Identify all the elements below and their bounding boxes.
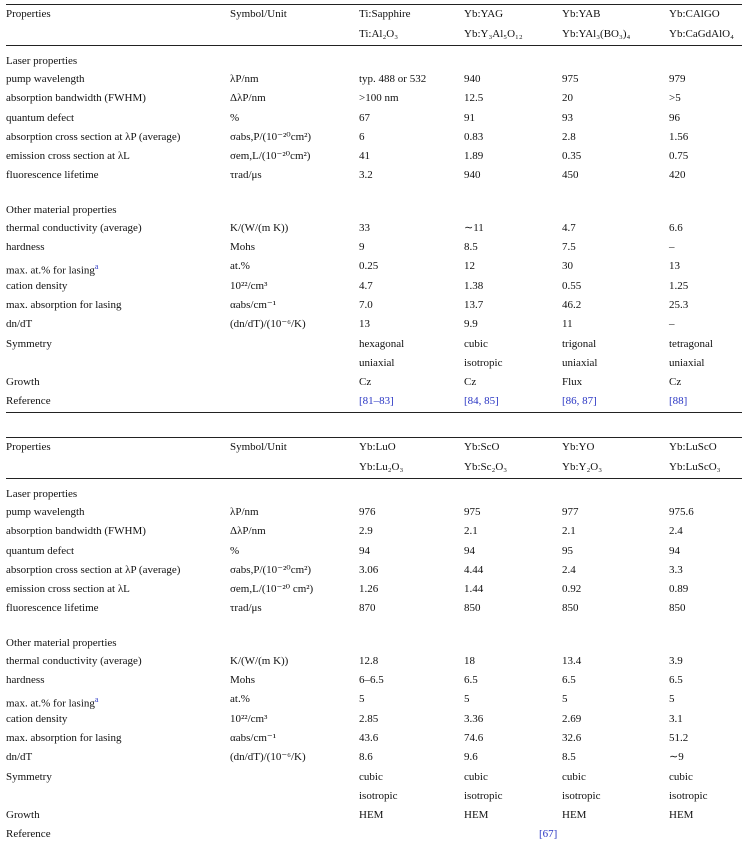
- value-cell: 6.6: [669, 221, 683, 234]
- header-col1: Yb:LuO: [359, 441, 396, 453]
- header-col2: Yb:YAG: [464, 8, 504, 20]
- reference-row: [6, 825, 742, 844]
- value-cell: 975: [562, 73, 579, 85]
- symbol-cell: at.%: [230, 260, 250, 273]
- symbol-cell: 10²²/cm³: [230, 712, 268, 725]
- value-cell: 8.6: [359, 751, 373, 764]
- property-cell: max. absorption for lasing: [6, 298, 122, 311]
- table-body: [6, 503, 742, 619]
- table-row: [6, 690, 742, 709]
- section-heading: [6, 195, 742, 219]
- value-cell: 0.83: [464, 130, 484, 143]
- table-row: [6, 257, 742, 276]
- value-cell: 3.06: [359, 563, 379, 576]
- value-cell: HEM: [562, 809, 587, 822]
- value-cell: Cz: [464, 376, 477, 389]
- header-col3-formula: Yb:Y₂O₃: [562, 461, 603, 473]
- reference-link[interactable]: [88]: [669, 395, 688, 408]
- symbol-cell: at.%: [230, 693, 250, 706]
- property-cell: quantum defect: [6, 111, 75, 124]
- value-cell: 3.3: [669, 563, 683, 576]
- header-col4: Yb:LuScO: [669, 441, 717, 453]
- value-cell: 67: [359, 111, 370, 124]
- section-label: Other material properties: [6, 203, 117, 216]
- header-col4: Yb:CAlGO: [669, 8, 720, 20]
- value-cell: 2.9: [359, 525, 373, 538]
- reference-link[interactable]: [81–83]: [359, 395, 394, 408]
- section-heading: [6, 628, 742, 652]
- value-cell: 6: [359, 130, 365, 143]
- table-row: [6, 219, 742, 238]
- symbol-cell: σabs,P/(10⁻²⁰cm²): [230, 563, 312, 576]
- value-cell: 30: [562, 260, 573, 273]
- value-cell: Flux: [562, 376, 583, 389]
- table-row: [6, 580, 742, 599]
- property-label: max. at.% for lasing: [6, 698, 95, 711]
- value-cell: 850: [464, 602, 481, 615]
- value-cell: 0.25: [359, 260, 379, 273]
- value-cell: tetragonal: [669, 337, 713, 350]
- symbol-cell: λP/nm: [230, 73, 259, 85]
- value-cell: 1.44: [464, 583, 484, 596]
- table-2: [6, 437, 742, 845]
- table-row: [6, 373, 742, 392]
- value-cell: 74.6: [464, 731, 484, 744]
- value-cell: uniaxial: [669, 356, 705, 369]
- value-cell: uniaxial: [359, 356, 395, 369]
- table-row: [6, 729, 742, 748]
- section-heading: [6, 46, 742, 70]
- symbol-cell: 10²²/cm³: [230, 279, 268, 292]
- value-cell: 850: [669, 602, 686, 615]
- value-cell: 13.7: [464, 298, 484, 311]
- value-cell: 976: [359, 506, 376, 518]
- value-cell: 3.1: [669, 712, 683, 725]
- value-cell: uniaxial: [562, 356, 598, 369]
- property-cell: Symmetry: [6, 337, 52, 350]
- reference-label: Reference: [6, 395, 51, 408]
- property-cell: thermal conductivity (average): [6, 221, 142, 234]
- section-heading: [6, 479, 742, 503]
- value-cell: cubic: [464, 770, 488, 783]
- value-cell: HEM: [669, 809, 694, 822]
- value-cell: 12.5: [464, 92, 484, 105]
- property-cell: pump wavelength: [6, 73, 85, 85]
- reference-link[interactable]: [67]: [539, 828, 558, 841]
- value-cell: isotropic: [562, 789, 601, 802]
- property-cell: quantum defect: [6, 544, 75, 557]
- symbol-cell: ΔλP/nm: [230, 92, 266, 105]
- property-cell: absorption bandwidth (FWHM): [6, 92, 146, 105]
- property-cell: cation density: [6, 279, 68, 292]
- header-col4-formula: Yb:CaGdAlO₄: [669, 28, 734, 40]
- value-cell: 33: [359, 221, 370, 234]
- value-cell: 8.5: [464, 241, 478, 254]
- value-cell: 2.69: [562, 712, 582, 725]
- value-cell: 4.44: [464, 563, 484, 576]
- table-row: [6, 542, 742, 561]
- table-row: [6, 354, 742, 373]
- value-cell: 93: [562, 111, 573, 124]
- value-cell: 3.9: [669, 654, 683, 667]
- value-cell: 3.36: [464, 712, 484, 725]
- header-row: [6, 438, 742, 478]
- symbol-cell: K/(W/(m K)): [230, 654, 289, 667]
- value-cell: 94: [464, 544, 475, 557]
- table-row: [6, 768, 742, 787]
- value-cell: 94: [359, 544, 370, 557]
- symbol-cell: (dn/dT)/(10⁻⁶/K): [230, 318, 306, 331]
- header-col3: Yb:YO: [562, 441, 595, 453]
- footnote-marker[interactable]: a: [94, 262, 99, 272]
- value-cell: cubic: [359, 770, 383, 783]
- header-row: [6, 5, 742, 45]
- table-1: [6, 4, 742, 413]
- symbol-cell: τrad/μs: [230, 602, 262, 615]
- value-cell: 5: [359, 693, 365, 706]
- value-cell: 2.1: [464, 525, 478, 538]
- value-cell: 8.5: [562, 751, 576, 764]
- value-cell: HEM: [464, 809, 489, 822]
- table-body: [6, 652, 742, 826]
- value-cell: 979: [669, 73, 686, 85]
- value-cell: 13: [669, 260, 680, 273]
- table-row: [6, 787, 742, 806]
- value-cell: –: [669, 241, 675, 254]
- value-cell: 6.5: [464, 674, 478, 687]
- table-row: [6, 522, 742, 541]
- table-row: [6, 128, 742, 147]
- table-row: [6, 109, 742, 128]
- symbol-cell: (dn/dT)/(10⁻⁶/K): [230, 751, 306, 764]
- symbol-cell: αabs/cm⁻¹: [230, 731, 277, 744]
- value-cell: 940: [464, 169, 481, 182]
- value-cell: 32.6: [562, 731, 582, 744]
- value-cell: trigonal: [562, 337, 597, 350]
- value-cell: 940: [464, 73, 481, 85]
- property-cell: fluorescence lifetime: [6, 602, 99, 615]
- value-cell: 11: [562, 318, 573, 331]
- value-cell: 6–6.5: [359, 674, 384, 687]
- value-cell: 1.26: [359, 583, 379, 596]
- property-cell: emission cross section at λL: [6, 150, 130, 163]
- table-body: [6, 219, 742, 393]
- header-col3-formula: Yb:YAl₃(BO₃)₄: [562, 28, 631, 40]
- table-row: [6, 671, 742, 690]
- symbol-cell: %: [230, 544, 240, 557]
- value-cell: 6.5: [562, 674, 576, 687]
- value-cell: 46.2: [562, 298, 582, 311]
- header-col3: Yb:YAB: [562, 8, 601, 20]
- table-row: [6, 277, 742, 296]
- value-cell: 1.25: [669, 279, 689, 292]
- value-cell: 0.55: [562, 279, 582, 292]
- symbol-cell: Mohs: [230, 674, 256, 687]
- value-cell: 12: [464, 260, 475, 273]
- value-cell: 870: [359, 602, 376, 615]
- table-row: [6, 166, 742, 185]
- table-row: [6, 89, 742, 108]
- table-row: [6, 561, 742, 580]
- value-cell: 25.3: [669, 298, 689, 311]
- reference-row: [6, 392, 742, 411]
- value-cell: 12.8: [359, 654, 379, 667]
- value-cell: 2.4: [669, 525, 683, 538]
- table-body: [6, 70, 742, 186]
- header-col4-formula: Yb:LuScO₃: [669, 461, 721, 473]
- property-cell: pump wavelength: [6, 506, 85, 518]
- table-row: [6, 315, 742, 334]
- value-cell: 91: [464, 111, 475, 124]
- value-cell: HEM: [359, 809, 384, 822]
- symbol-cell: σem,L/(10⁻²⁰ cm²): [230, 583, 314, 596]
- header-col1-formula: Ti:Al₂O₃: [359, 28, 399, 40]
- value-cell: ∼9: [669, 751, 684, 764]
- value-cell: cubic: [562, 770, 586, 783]
- symbol-cell: αabs/cm⁻¹: [230, 298, 277, 311]
- property-cell: fluorescence lifetime: [6, 169, 99, 182]
- value-cell: –: [669, 318, 675, 331]
- header-col2-formula: Yb:Sc₂O₃: [464, 461, 508, 473]
- value-cell: 9: [359, 241, 365, 254]
- value-cell: 450: [562, 169, 579, 182]
- value-cell: Cz: [669, 376, 682, 389]
- table-row: [6, 335, 742, 354]
- value-cell: 0.92: [562, 583, 582, 596]
- table-row: [6, 296, 742, 315]
- value-cell: Cz: [359, 376, 372, 389]
- reference-label: Reference: [6, 828, 51, 841]
- value-cell: 2.8: [562, 130, 576, 143]
- value-cell: 850: [562, 602, 579, 615]
- value-cell: 2.1: [562, 525, 576, 538]
- symbol-cell: K/(W/(m K)): [230, 221, 289, 234]
- property-cell: absorption cross section at λP (average): [6, 563, 181, 576]
- value-cell: 7.5: [562, 241, 576, 254]
- value-cell: 0.75: [669, 150, 689, 163]
- value-cell: 977: [562, 506, 579, 518]
- value-cell: 43.6: [359, 731, 379, 744]
- symbol-cell: σabs,P/(10⁻²⁰cm²): [230, 130, 312, 143]
- symbol-cell: σem,L/(10⁻²⁰cm²): [230, 150, 311, 163]
- value-cell: >5: [669, 92, 681, 105]
- value-cell: 95: [562, 544, 573, 557]
- value-cell: 7.0: [359, 298, 373, 311]
- header-symbol: Symbol/Unit: [230, 8, 287, 20]
- value-cell: isotropic: [359, 789, 398, 802]
- footnote-marker[interactable]: a: [94, 695, 99, 705]
- value-cell: 96: [669, 111, 680, 124]
- value-cell: 4.7: [562, 221, 576, 234]
- property-cell: Growth: [6, 809, 40, 822]
- header-col1: Ti:Sapphire: [359, 8, 411, 20]
- reference-link[interactable]: [86, 87]: [562, 395, 597, 408]
- property-cell: absorption cross section at λP (average): [6, 130, 181, 143]
- value-cell: isotropic: [464, 789, 503, 802]
- property-cell: emission cross section at λL: [6, 583, 130, 596]
- value-cell: >100 nm: [359, 92, 399, 105]
- value-cell: 3.2: [359, 169, 373, 182]
- property-label: max. at.% for lasing: [6, 265, 95, 278]
- table-row: [6, 147, 742, 166]
- symbol-cell: λP/nm: [230, 506, 259, 518]
- table-row: [6, 238, 742, 257]
- value-cell: 0.35: [562, 150, 582, 163]
- value-cell: 5: [464, 693, 470, 706]
- property-cell: hardness: [6, 241, 45, 254]
- header-col1-formula: Yb:Lu₂O₃: [359, 461, 404, 473]
- section-label: Laser properties: [6, 488, 78, 500]
- value-cell: 13: [359, 318, 370, 331]
- property-cell: dn/dT: [6, 751, 33, 764]
- value-cell: 4.7: [359, 279, 373, 292]
- value-cell: 9.9: [464, 318, 478, 331]
- table-bottom-rule: [6, 412, 742, 413]
- section-label: Other material properties: [6, 636, 117, 649]
- property-cell: dn/dT: [6, 318, 33, 331]
- header-properties: Properties: [6, 8, 51, 20]
- value-cell: 20: [562, 92, 573, 105]
- value-cell: 13.4: [562, 654, 582, 667]
- property-cell: thermal conductivity (average): [6, 654, 142, 667]
- property-cell: hardness: [6, 674, 45, 687]
- value-cell: 41: [359, 150, 370, 163]
- value-cell: 975: [464, 506, 481, 518]
- value-cell: isotropic: [464, 356, 503, 369]
- header-col2: Yb:ScO: [464, 441, 500, 453]
- reference-link[interactable]: [84, 85]: [464, 395, 499, 408]
- property-cell: max. absorption for lasing: [6, 731, 122, 744]
- table-row: [6, 748, 742, 767]
- value-cell: 18: [464, 654, 475, 667]
- symbol-cell: τrad/μs: [230, 169, 262, 182]
- value-cell: cubic: [464, 337, 488, 350]
- value-cell: typ. 488 or 532: [359, 73, 427, 85]
- value-cell: cubic: [669, 770, 693, 783]
- header-symbol: Symbol/Unit: [230, 441, 287, 453]
- value-cell: 9.6: [464, 751, 478, 764]
- value-cell: ∼11: [464, 221, 484, 234]
- value-cell: 1.38: [464, 279, 484, 292]
- table-row: [6, 503, 742, 522]
- value-cell: 0.89: [669, 583, 689, 596]
- value-cell: 1.89: [464, 150, 484, 163]
- value-cell: 51.2: [669, 731, 689, 744]
- value-cell: 5: [669, 693, 675, 706]
- value-cell: 2.85: [359, 712, 379, 725]
- property-cell: absorption bandwidth (FWHM): [6, 525, 146, 538]
- symbol-cell: Mohs: [230, 241, 256, 254]
- table-row: [6, 70, 742, 89]
- section-label: Laser properties: [6, 55, 78, 67]
- property-cell: Growth: [6, 376, 40, 389]
- header-col2-formula: Yb:Y₃Al₅O₁₂: [464, 28, 523, 40]
- value-cell: 6.5: [669, 674, 683, 687]
- value-cell: 420: [669, 169, 686, 182]
- table-row: [6, 652, 742, 671]
- symbol-cell: ΔλP/nm: [230, 525, 266, 538]
- property-cell: cation density: [6, 712, 68, 725]
- symbol-cell: %: [230, 111, 240, 124]
- header-properties: Properties: [6, 441, 51, 453]
- table-row: [6, 599, 742, 618]
- value-cell: 94: [669, 544, 680, 557]
- value-cell: 5: [562, 693, 568, 706]
- value-cell: 2.4: [562, 563, 576, 576]
- value-cell: 975.6: [669, 506, 694, 518]
- table-row: [6, 710, 742, 729]
- value-cell: hexagonal: [359, 337, 405, 350]
- property-cell: Symmetry: [6, 770, 52, 783]
- value-cell: isotropic: [669, 789, 708, 802]
- table-row: [6, 806, 742, 825]
- value-cell: 1.56: [669, 130, 689, 143]
